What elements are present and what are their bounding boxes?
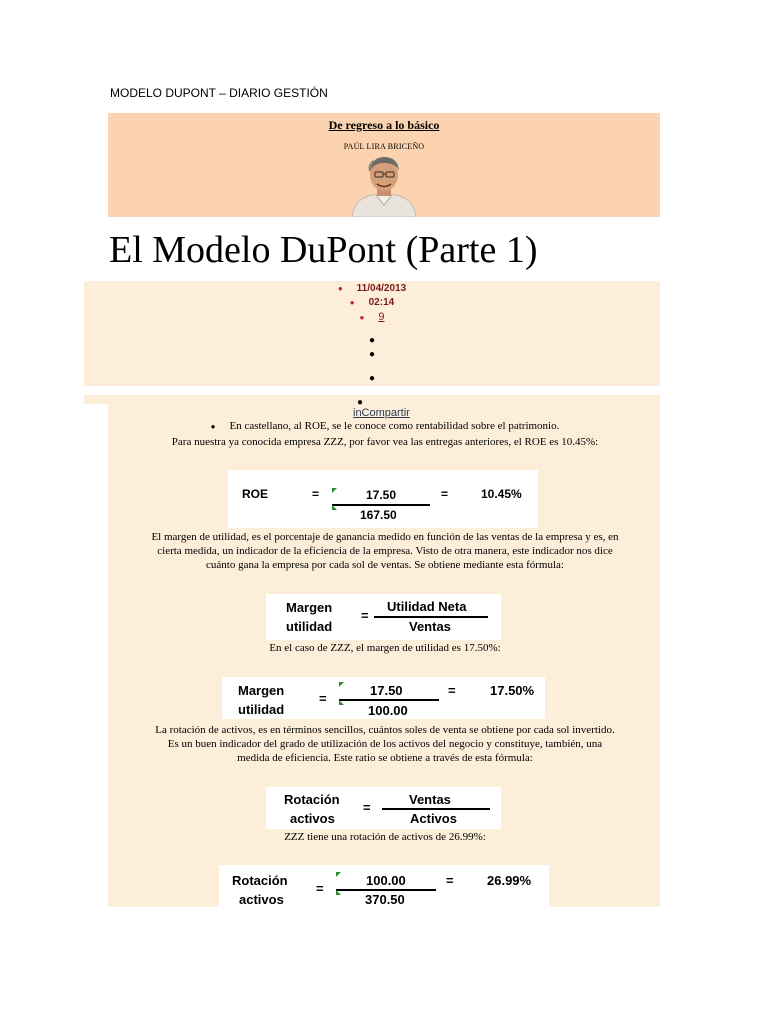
roe-intro-bullet: ● En castellano, al ROE, se le conoce como rentabilidad sobre el patrimonio. [210, 420, 560, 432]
formula-label: activos [290, 811, 335, 826]
column-title[interactable]: De regreso a lo básico [328, 118, 440, 132]
meta-time: 02:14 [368, 297, 395, 308]
formula-equals-2: = [441, 487, 449, 501]
formula-equals-2: = [446, 873, 454, 888]
share-bullet-3[interactable]: ● [368, 373, 376, 384]
meta-comments-row [84, 311, 660, 323]
formula-denominator: Activos [410, 811, 457, 826]
formula-label: ROE [242, 487, 269, 501]
article-header [108, 113, 660, 217]
rotation-desc-1: La rotación de activos, es en términos sencillos, cuántos soles de venta se obtiene por cada sol invertido. [155, 724, 615, 736]
document-title: MODELO DUPONT – DIARIO GESTIÓN [110, 86, 328, 100]
rotation-case-text: ZZZ tiene una rotación de activos de 26.99%: [284, 831, 486, 843]
margin-desc-2: cierta medida, un indicador de la eficiencia de la empresa. Visto de otra manera, este indicador nos dice [157, 545, 613, 557]
author-portrait [346, 153, 422, 217]
linkedin-share-link[interactable]: inCompartir [353, 407, 410, 419]
meta-date: 11/04/2013 [356, 283, 407, 294]
bullet-icon: ● [359, 313, 365, 322]
fraction-line [332, 504, 430, 506]
article-title: El Modelo DuPont (Parte 1) [109, 229, 538, 271]
cell-marker-icon [339, 700, 344, 705]
roe-intro-text: Para nuestra ya conocida empresa ZZZ, por favor vea las entregas anteriores, el ROE es 10.45%: [171, 436, 599, 448]
share-bullet-2[interactable]: ● [368, 349, 376, 360]
bullet-icon: ● [349, 298, 355, 307]
formula-label: utilidad [238, 702, 285, 717]
formula-label: Rotación [232, 873, 288, 888]
formula-label: Rotación [284, 792, 340, 807]
margin-desc-3: cuánto gana la empresa por cada sol de ventas. Se obtiene mediante esta fórmula: [206, 559, 564, 571]
article-meta [84, 281, 660, 386]
formula-denominator: 100.00 [368, 703, 408, 718]
formula-numerator: 17.50 [370, 683, 403, 698]
formula-denominator: 370.50 [365, 892, 405, 907]
formula-numerator: Utilidad Neta [387, 599, 467, 614]
formula-numerator: Ventas [409, 792, 451, 807]
formula-equals: = [316, 881, 324, 896]
share-bullet-1[interactable]: ● [368, 335, 376, 346]
formula-denominator: 167.50 [360, 508, 397, 522]
formula-denominator: Ventas [409, 619, 451, 634]
comments-count-link[interactable]: 9 [378, 311, 385, 323]
rotation-desc-3: medida de eficiencia. Este ratio se obtiene a través de esta fórmula: [237, 752, 533, 764]
bullet-icon: ● [337, 284, 343, 293]
margin-definition-formula [266, 594, 501, 640]
formula-numerator: 100.00 [366, 873, 406, 888]
bullet-icon: ● [210, 422, 216, 431]
cell-marker-icon [339, 682, 344, 687]
formula-label: utilidad [286, 619, 333, 634]
fraction-line [336, 889, 436, 891]
cell-marker-icon [336, 890, 341, 895]
margin-desc-1: El margen de utilidad, es el porcentaje de ganancia medido en función de las ventas de la empresa y es, en [151, 531, 619, 543]
cell-marker-icon [332, 488, 337, 493]
roe-formula [228, 470, 538, 528]
fraction-line [382, 808, 490, 810]
formula-label: Margen [286, 600, 333, 615]
formula-result: 26.99% [487, 873, 532, 888]
margin-case-text: En el caso de ZZZ, el margen de utilidad es 17.50%: [269, 642, 501, 654]
formula-equals: = [319, 691, 327, 706]
formula-label: activos [239, 892, 284, 907]
cell-marker-icon [332, 505, 337, 510]
share-bullet-4: ● [357, 397, 364, 408]
fraction-line [374, 616, 488, 618]
body-margin [84, 404, 108, 908]
formula-label: Margen [238, 683, 285, 698]
meta-date-row [84, 283, 660, 294]
formula-equals: = [363, 800, 371, 815]
formula-result: 17.50% [490, 683, 535, 698]
formula-numerator: 17.50 [366, 488, 397, 502]
cell-marker-icon [336, 872, 341, 877]
formula-equals: = [312, 487, 320, 501]
fraction-line [339, 699, 439, 701]
meta-time-row [84, 297, 660, 308]
formula-equals-2: = [448, 683, 456, 698]
rotation-calculation-formula [219, 865, 549, 908]
rotation-definition-formula [266, 787, 501, 829]
formula-equals: = [361, 608, 369, 623]
rotation-desc-2: Es un buen indicador del grado de utilización de los activos del negocio y constituye, también, una [167, 738, 603, 750]
margin-calculation-formula [222, 677, 545, 719]
formula-result: 10.45% [481, 487, 522, 501]
author-name: PAÚL LIRA BRICEÑO [343, 142, 425, 151]
